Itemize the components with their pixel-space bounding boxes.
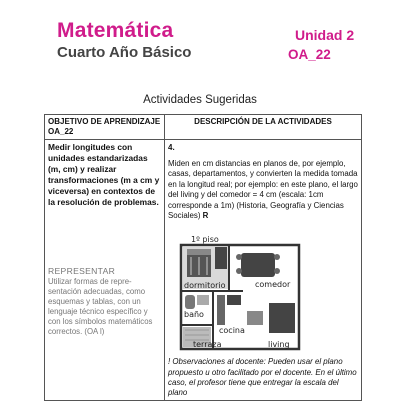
section-title: Actividades Sugeridas bbox=[143, 94, 257, 106]
represent-text: Utilizar formas de repre- sentación adecuadas, como esquemas y tablas, con un lenguaje técnico específico y con los símbolos matemáticos correctos. (OA l) bbox=[48, 277, 153, 336]
represent-title: REPRESENTAR bbox=[48, 266, 116, 276]
chair bbox=[274, 268, 280, 274]
subject-title: Matemática bbox=[57, 19, 174, 42]
page-header bbox=[0, 0, 400, 80]
unit-label: Unidad 2 bbox=[295, 27, 355, 43]
chair bbox=[236, 254, 242, 260]
oa-label: OA_22 bbox=[288, 47, 331, 62]
col-objective-header: OBJETIVO DE APRENDIZAJE OA_22 bbox=[45, 115, 165, 140]
description-cell bbox=[165, 140, 362, 401]
table-header-row bbox=[45, 115, 362, 140]
chair bbox=[274, 254, 280, 260]
bed-pillow bbox=[187, 249, 211, 255]
bano-label: baño bbox=[184, 310, 204, 320]
stove-shape bbox=[227, 295, 241, 305]
activity-description bbox=[168, 159, 358, 221]
objective-text: Medir longitudes con unidades estandarizadas (m, cm) y realizar transformaciones (m a cm y viceversa) en contextos de la resolución de problemas. bbox=[48, 142, 160, 207]
living-table bbox=[247, 311, 263, 325]
table-row bbox=[45, 140, 362, 401]
comedor-label: comedor bbox=[255, 280, 291, 290]
sofa-shape bbox=[269, 303, 295, 333]
cocina-label: cocina bbox=[219, 326, 245, 336]
kitchen-counter bbox=[217, 295, 225, 325]
terraza-label: terraza bbox=[193, 340, 222, 350]
dormitorio-label: dormitorio bbox=[184, 281, 226, 291]
objective-cell bbox=[45, 140, 165, 401]
dining-table bbox=[241, 253, 275, 277]
chair bbox=[236, 268, 242, 274]
col-description-header: DESCRIPCIÓN DE LA ACTIVIDADES bbox=[165, 115, 362, 140]
teacher-observations: ! Observaciones al docente: Pueden usar el plano propuesto u otro facilitado por el docente. En el último caso, el profesor tiene que entregar la escala del plano bbox=[168, 357, 357, 398]
closet-shape bbox=[215, 247, 227, 269]
activities-table bbox=[44, 114, 362, 401]
activity-mark: R bbox=[202, 211, 209, 221]
floor-label: 1º piso bbox=[191, 235, 219, 245]
activity-text: Miden en cm distancias en planos de, por ejemplo, casas, departamentos, y convierten la medida tomada en la longitud real; por ejemplo: en este plano, el largo del living y del comedor = 4 cm (escala: 1cm corresponde a 1m) (Historia, Geografía y Ciencias Sociales) bbox=[168, 159, 358, 221]
sink-shape bbox=[197, 295, 209, 305]
living-label: living bbox=[268, 340, 290, 350]
grade-subtitle: Cuarto Año Básico bbox=[57, 44, 192, 61]
floor-plan bbox=[173, 231, 361, 353]
toilet-shape bbox=[185, 295, 195, 309]
activity-number: 4. bbox=[168, 143, 175, 152]
floor-plan-drawing bbox=[173, 231, 361, 353]
